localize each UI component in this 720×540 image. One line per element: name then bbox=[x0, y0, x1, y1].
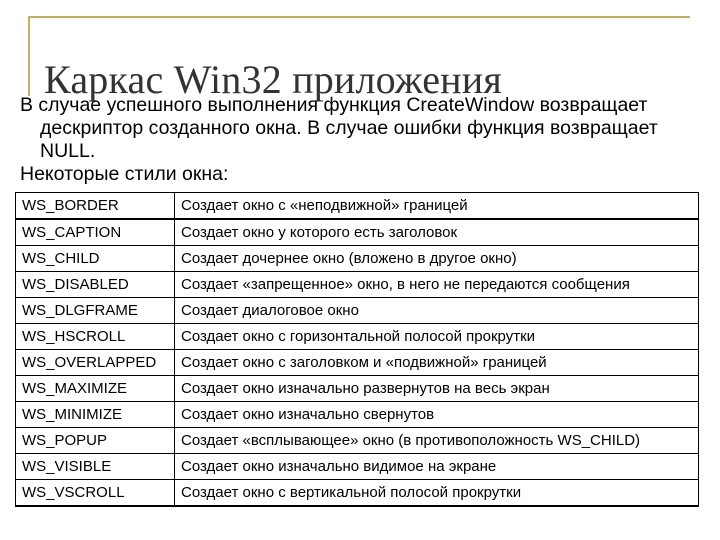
table-row bbox=[16, 454, 699, 480]
style-description-cell: Создает окно изначально свернутов bbox=[175, 402, 699, 428]
window-styles-table-body bbox=[16, 193, 699, 507]
style-description-cell: Создает окно с заголовком и «подвижной» границей bbox=[175, 350, 699, 376]
style-name-cell: WS_CAPTION bbox=[16, 219, 175, 246]
style-name-cell: WS_HSCROLL bbox=[16, 324, 175, 350]
table-row bbox=[16, 376, 699, 402]
create-window-paragraph: В случае успешного выполнения функция CreateWindow возвращает дескриптор созданного окна. В случае ошибки функция возвращает NULL. bbox=[20, 94, 658, 162]
style-description-cell: Создает диалоговое окно bbox=[175, 298, 699, 324]
style-description-cell: Создает окно у которого есть заголовок bbox=[175, 219, 699, 246]
slide-frame-top-line bbox=[28, 16, 690, 18]
style-description-cell: Создает окно с «неподвижной» границей bbox=[175, 193, 699, 220]
style-name-cell: WS_DLGFRAME bbox=[16, 298, 175, 324]
table-row bbox=[16, 350, 699, 376]
style-name-cell: WS_POPUP bbox=[16, 428, 175, 454]
table-row bbox=[16, 480, 699, 507]
style-description-cell: Создает окно с вертикальной полосой прокрутки bbox=[175, 480, 699, 507]
style-name-cell: WS_MINIMIZE bbox=[16, 402, 175, 428]
style-name-cell: WS_VISIBLE bbox=[16, 454, 175, 480]
slide-frame-left-line bbox=[28, 16, 30, 96]
style-name-cell: WS_CHILD bbox=[16, 246, 175, 272]
table-row bbox=[16, 193, 699, 220]
style-name-cell: WS_VSCROLL bbox=[16, 480, 175, 507]
style-description-cell: Создает «всплывающее» окно (в противоположность WS_CHILD) bbox=[175, 428, 699, 454]
table-row bbox=[16, 272, 699, 298]
table-row bbox=[16, 219, 699, 246]
window-styles-heading: Некоторые стили окна: bbox=[20, 163, 229, 185]
style-description-cell: Создает дочернее окно (вложено в другое окно) bbox=[175, 246, 699, 272]
slide-title: Каркас Win32 приложения bbox=[44, 57, 502, 102]
style-name-cell: WS_MAXIMIZE bbox=[16, 376, 175, 402]
style-description-cell: Создает окно изначально развернутов на весь экран bbox=[175, 376, 699, 402]
table-row bbox=[16, 428, 699, 454]
window-styles-table bbox=[15, 192, 699, 507]
style-name-cell: WS_BORDER bbox=[16, 193, 175, 220]
style-description-cell: Создает окно с горизонтальной полосой прокрутки bbox=[175, 324, 699, 350]
style-name-cell: WS_OVERLAPPED bbox=[16, 350, 175, 376]
table-row bbox=[16, 298, 699, 324]
table-row bbox=[16, 324, 699, 350]
style-name-cell: WS_DISABLED bbox=[16, 272, 175, 298]
style-description-cell: Создает окно изначально видимое на экране bbox=[175, 454, 699, 480]
style-description-cell: Создает «запрещенное» окно, в него не передаются сообщения bbox=[175, 272, 699, 298]
table-row bbox=[16, 402, 699, 428]
slide-body bbox=[20, 94, 700, 186]
table-row bbox=[16, 246, 699, 272]
